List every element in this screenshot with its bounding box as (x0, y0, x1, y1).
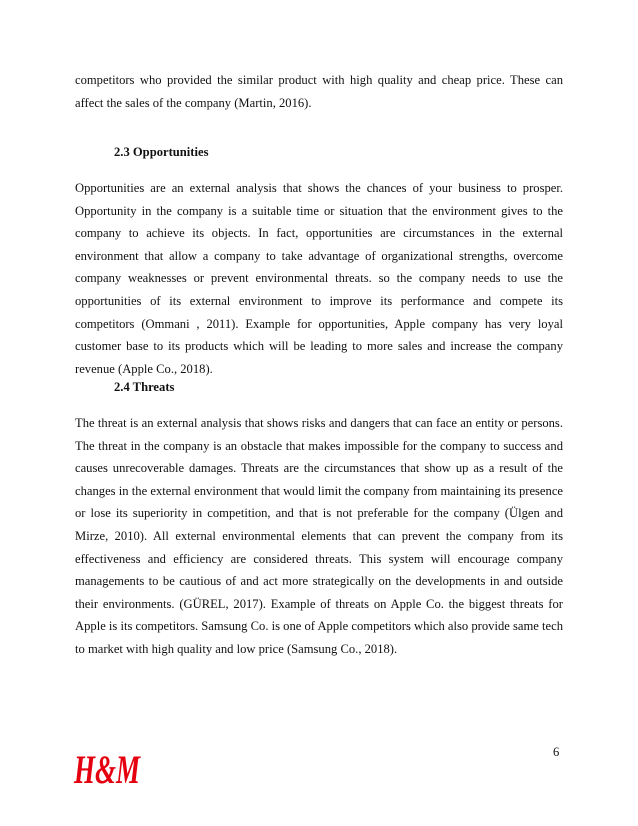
opportunities-heading: 2.3 Opportunities (114, 145, 209, 159)
threats-paragraph: The threat is an external analysis that shows risks and dangers that can face an entity or persons. The threat in the company is an obstacle that makes impossible for the company to success and causes unrecoverable damages. Threats are the circumstances that show up as a result of the changes in the external environment that would limit the company from maintaining its presence or lose its superiority in competition, and that is not preferable for the company (Ülgen and Mirze, 2010). All external environmental elements that can prevent the company from its effectiveness and efficiency are considered threats. This system will encourage company managements to be cautious of and act more strategically on the developments in and outside their environments. (GÜREL, 2017). Example of threats on Apple Co. the biggest threats for Apple is its competitors. Samsung Co. is one of Apple competitors which also provide same tech to market with high quality and low price (Samsung Co., 2018). (75, 416, 563, 656)
threats-heading: 2.4 Threats (114, 380, 175, 394)
page-number: 6 (553, 745, 560, 759)
hm-logo-text: H&M (73, 747, 141, 792)
intro-paragraph: competitors who provided the similar product with high quality and cheap price. These can affect the sales of the company (Martin, 2016). (75, 73, 563, 110)
opportunities-paragraph: Opportunities are an external analysis that shows the chances of your business to prosper. Opportunity in the company is a suitable time or situation that the environment gives to the company to achieve its objects. In fact, opportunities are circumstances in the external environment that allow a company to take advantage of organizational strengths, overcome company weaknesses or prevent environmental threats. so the company needs to use the opportunities of its external environment to improve its performance and compete its competitors (Ommani , 2011). Example for opportunities, Apple company has very loyal customer base to its products which will be leading to more sales and increase the company revenue (Apple Co., 2018). (75, 181, 563, 376)
hm-logo (72, 745, 142, 791)
